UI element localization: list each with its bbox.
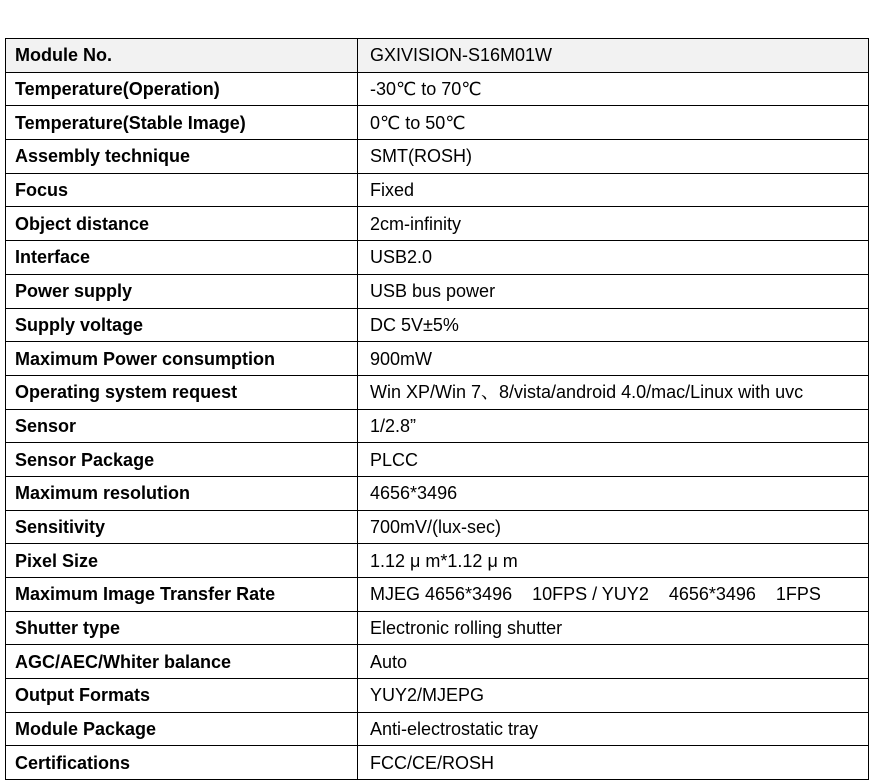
table-row <box>6 409 869 443</box>
spec-value: DC 5V±5% <box>358 308 869 342</box>
table-row <box>6 308 869 342</box>
table-row <box>6 140 869 174</box>
table-row <box>6 173 869 207</box>
table-row <box>6 72 869 106</box>
spec-label: Pixel Size <box>6 544 358 578</box>
spec-value: MJEG 4656*3496 10FPS / YUY2 4656*3496 1FPS <box>358 578 869 612</box>
spec-label: Power supply <box>6 274 358 308</box>
table-row <box>6 578 869 612</box>
spec-label: Sensor <box>6 409 358 443</box>
spec-value: YUY2/MJEPG <box>358 679 869 713</box>
spec-value: -30℃ to 70℃ <box>358 72 869 106</box>
table-row <box>6 106 869 140</box>
spec-label: Object distance <box>6 207 358 241</box>
spec-value: 700mV/(lux-sec) <box>358 510 869 544</box>
spec-label: Interface <box>6 241 358 275</box>
spec-label: Maximum resolution <box>6 476 358 510</box>
table-row <box>6 611 869 645</box>
spec-table <box>5 38 869 780</box>
spec-value: Anti-electrostatic tray <box>358 712 869 746</box>
spec-label: Focus <box>6 173 358 207</box>
spec-value: GXIVISION-S16M01W <box>358 39 869 73</box>
spec-label: Temperature(Stable Image) <box>6 106 358 140</box>
spec-value: 0℃ to 50℃ <box>358 106 869 140</box>
spec-value: Win XP/Win 7、8/vista/android 4.0/mac/Linux with uvc <box>358 375 869 409</box>
spec-value: PLCC <box>358 443 869 477</box>
table-row <box>6 679 869 713</box>
spec-value: 900mW <box>358 342 869 376</box>
spec-value: 4656*3496 <box>358 476 869 510</box>
spec-value: Electronic rolling shutter <box>358 611 869 645</box>
spec-label: Module No. <box>6 39 358 73</box>
table-row <box>6 746 869 780</box>
spec-value: SMT(ROSH) <box>358 140 869 174</box>
spec-label: Maximum Image Transfer Rate <box>6 578 358 612</box>
spec-label: Operating system request <box>6 375 358 409</box>
table-row <box>6 241 869 275</box>
spec-label: Sensor Package <box>6 443 358 477</box>
spec-label: Maximum Power consumption <box>6 342 358 376</box>
table-row-module-no <box>6 39 869 73</box>
spec-label: Assembly technique <box>6 140 358 174</box>
spec-label: Supply voltage <box>6 308 358 342</box>
table-row <box>6 510 869 544</box>
spec-value: 1.12 μ m*1.12 μ m <box>358 544 869 578</box>
table-row <box>6 544 869 578</box>
spec-label: Shutter type <box>6 611 358 645</box>
table-row <box>6 375 869 409</box>
table-row <box>6 712 869 746</box>
spec-value: Fixed <box>358 173 869 207</box>
table-row <box>6 443 869 477</box>
spec-value: Auto <box>358 645 869 679</box>
spec-value: 1/2.8” <box>358 409 869 443</box>
spec-label: Certifications <box>6 746 358 780</box>
table-row <box>6 645 869 679</box>
spec-value: FCC/CE/ROSH <box>358 746 869 780</box>
spec-label: AGC/AEC/Whiter balance <box>6 645 358 679</box>
table-row <box>6 342 869 376</box>
spec-value: USB bus power <box>358 274 869 308</box>
table-row <box>6 476 869 510</box>
spec-label: Output Formats <box>6 679 358 713</box>
spec-value: USB2.0 <box>358 241 869 275</box>
spec-value: 2cm-infinity <box>358 207 869 241</box>
spec-label: Sensitivity <box>6 510 358 544</box>
spec-label: Module Package <box>6 712 358 746</box>
table-row <box>6 274 869 308</box>
table-row <box>6 207 869 241</box>
spec-label: Temperature(Operation) <box>6 72 358 106</box>
